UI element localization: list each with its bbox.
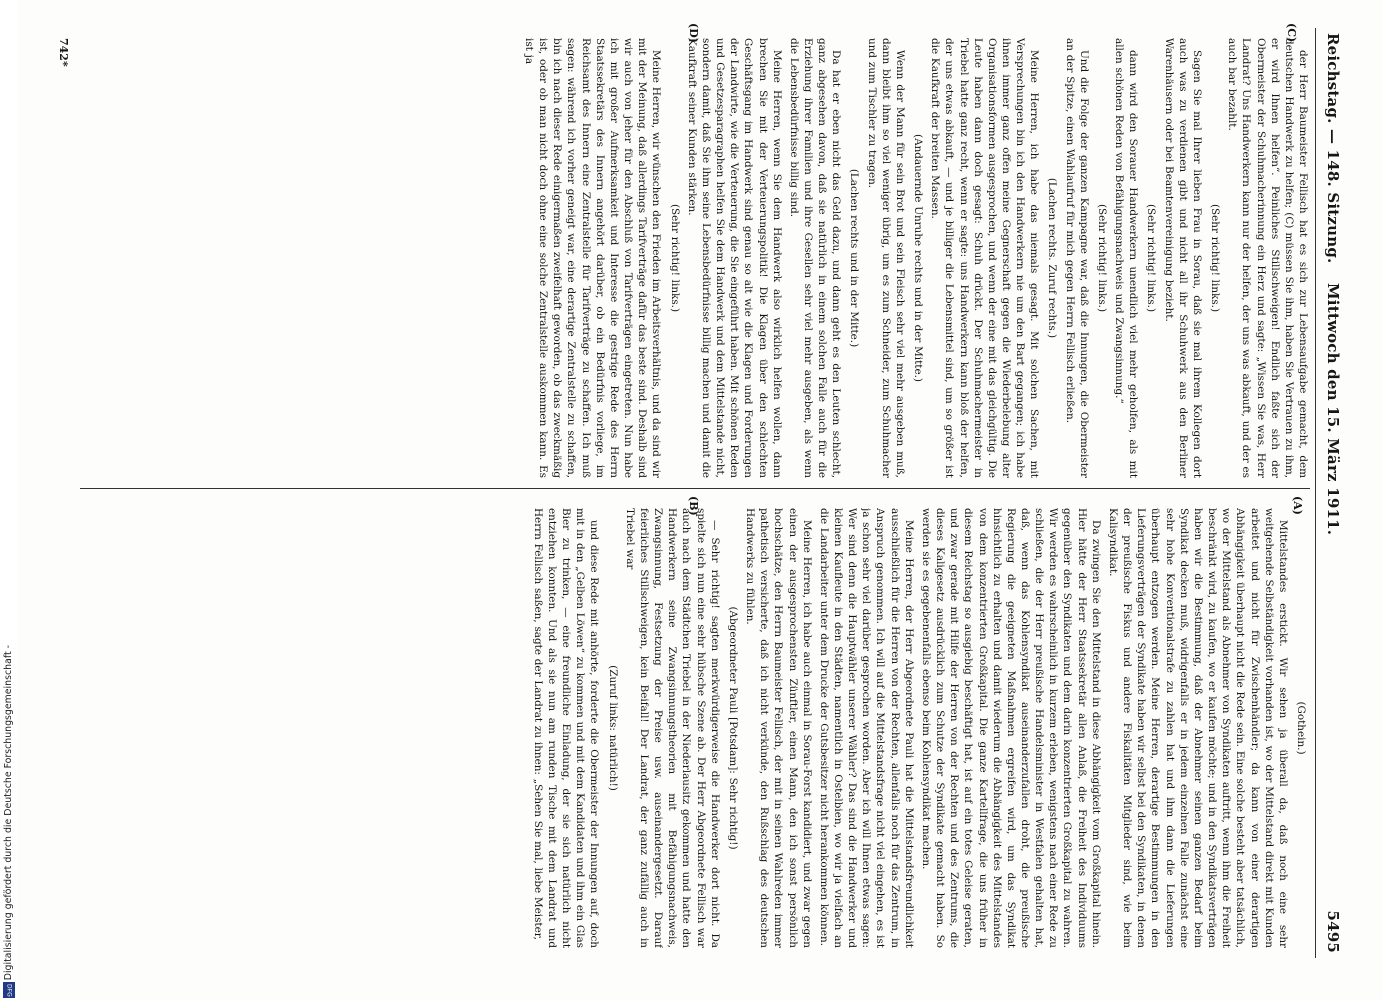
margin-letter-b: (B) [687,496,700,516]
paragraph: dann wird den Sorauer Handwerkern unendlich viel mehr geholfen, als mit allen schönen Reden von Befähigungsnachweis und Zwangsinnung.“ [1113,38,1140,478]
paragraph: Sagen Sie mal Ihrer lieben Frau in Sorau, daß sie mal ihrem Kollegen dort auch was zu verdienen gibt und nicht all ihr Schuhwerk aus den Berliner Warenhäusern oder bei Beamtenvereinigung bezieht. [1162,38,1203,478]
running-header-left: Reichstag. — 148. Sitzung. [1324,33,1342,264]
paragraph: Da hat er eben nicht das Geld dazu, und dann geht es den Leuten schlecht, ganz abgesehen davon, daß sie natürlich in einem solchen Falle auch für die Erziehung ihrer Familien und ihre Gesellen sehr viel mehr ausgeben, als wenn die Lebensbedürfnisse billig sind. [787,38,843,478]
footer-number: 742* [57,38,70,67]
column-rule [80,488,1310,489]
funding-note: Digitalisierung gefördert durch die Deutsche Forschungsgemeinschaft - [3,644,14,980]
paragraph: Wenn der Mann für sein Brot und sein Fleisch sehr viel mehr ausgeben muß, dann bleibt ihm so viel weniger übrig, um es zum Schneider, zum Schuhmacher und zum Tischler zu tragen. [865,38,906,478]
interjection: (Sehr richtig! links.) [668,203,681,313]
interjection: (Lachen rechts. Zuruf rechts.) [1046,177,1059,339]
paragraph: Meine Herren, der Herr Abgeordnete Pauli hat die Mittelstandsfreundlichkeit ausschließlich für die Herren von der Rechten, allenfalls noch für das Zentrum, in Anspruch genommen. Ich will auf die Mittelstandsfrage nicht viel eingehen, es ist ja schon sehr viel darüber gesprochen worden. Aber ich will Ihnen etwas sagen: Wer sind denn die Hauptwähler unserer Wähler? Das sind die Handwerker und kleinen Kaufleute in den Städten, namentlich in Ostelbien, wo wir ja vielfach an die Landarbeiter unter dem Drucke der Gutsbesitzer nicht herankommen können. [817,508,915,948]
paragraph: Und die Folge der ganzen Kampagne war, daß die Innungen, die Obermeister an der Spitze, einen Wahlaufruf für mich gegen Herrn Fellisch erließen. [1063,38,1090,478]
rotated-sheet [50,8,1350,978]
interjection: (Sehr richtig! links.) [1095,203,1108,313]
margin-letter-c: (C) [1285,23,1298,43]
paragraph: der Herr Baumeister Fellisch hat es sich zur Lebensaufgabe gemacht, dem deutschen Handwerk zu helfen; (C) müssen Sie ihm, haben Sie Vertrauen zu ihm, er wird Ihnen helfen“. Peinliches Stillschweigen! Endlich faßte sich der Obermeister der Schuhmacherinnung ein Herz und sagte: „Wissen Sie was, Herr Landrat? Uns Handwerkern kann nur der helfen, der uns was abkauft, und der es auch bar bezahlt. [1226,38,1309,478]
interjection: (Zuruf links: natürlich!) [606,665,619,791]
paragraph: Meine Herren, ich habe auch einmal in Sorau-Forst kandidiert, und zwar gegen einen der ausgesprochensten Zünftler, einen Mann, den ich sonst persönlich hochschätze, den Herrn Baumeister Fellisch, der mit in seinen Wahlreden immer pathetisch versicherte, daß ich nicht verkünde, den Rußschlag des deutschen Handwerks zu fühlen. [744,508,813,948]
paragraph: Mittelstandes erstickt. Wir sehen ja überall da, daß noch eine sehr weitgehende Selbständigkeit vorhanden ist, wo der Mittelstand direkt mit Kunden arbeitet und nicht für Zwischenhändler; da kann von einer derartigen Abhängigkeit überhaupt nicht die Rede sein. Eine solche besteht aber tatsächlich, wo der Mittelstand als Abnehmer von Syndikaten auftritt, wenn ihm die Freiheit beschränkt wird, zu kaufen, wo er kaufen möchte; und in den Syndikatsverträgen haben wir die Bestimmung, daß der Abnehmer seinen ganzen Bedarf beim Syndikat decken muß, widrigenfalls er in jedem einzelnen Falle zunächst eine sehr hohe Konventionalstrafe zu zahlen hat und ihm dann die Lieferungen überhaupt entzogen werden. Meine Herren, derartige Bestimmungen in den Lieferungsverträgen der Syndikate haben wir selbst bei den Syndikaten, in denen der preußische Fiskus und andere Fiskalitäten Mitglieder sind, wie beim Kalisyndikat. [1106,508,1289,948]
dfg-logo: DFG [3,982,15,998]
paragraph: und diese Rede mit anhörte, forderte die Obermeister der Innungen auf, doch mit in den „Gelben Löwen“ zu kommen und mit dem Kandidaten und ihm ein Glas Bier zu trinken, — eine freundliche Einladung, der sie sich natürlich nicht entziehen konnten. Und als sie nun am runden Tische mit dem Landrat und Herrn Fellisch saßen, sagte der Landrat zu ihnen: „Sehen Sie mal, liebe Meister, [531,508,601,948]
interjection: (Sehr richtig! links.) [1209,203,1222,313]
interjection: (Sehr richtig! links.) [1145,203,1158,313]
interjection: (Gothein.) [1295,701,1307,755]
interjection: (Abgeordneter Pauli [Potsdam]: Sehr richtig!) [726,606,739,850]
page-number: 5495 [1324,910,1342,953]
running-header-right: Mittwoch den 15. März 1911. [1324,283,1342,536]
interjection: (Andauernde Unruhe rechts und in der Mitte.) [912,134,925,382]
sidebar [0,0,18,1000]
text-column-left [80,508,1310,948]
header-rule [1315,28,1316,958]
paragraph: Da zwingen Sie den Mittelstand in diese Abhängigkeit vom Großkapital hinein. Hier hätte der Herr Staatssekretär allen Anlaß, die Freiheit des Individuums gegenüber den Syndikaten und dem darin konzentrierten Großkapital zu wahren. Wir werden es wahrscheinlich in kurzem erleben, wenigstens nach einer Rede zu schließen, die der Herr preußische Handelsminister in Westfalen gehalten hat, daß, wenn das Kohlensyndikat auseinanderzufallen droht, die preußische Regierung die geeigneten Maßnahmen ergreifen wird, um das Syndikat hinsichtlich zu erhalten und damit wiederum die Abhängigkeit des Mittelstandes von dem konzentrierten Großkapital. Die ganze Kartellfrage, die uns früher in diesem Reichstag so ausgiebig beschäftigt hat, ist auf ein totes Geleise geraten, und zwar gerade mit Hilfe der Herren von der Rechten und des Zentrums, die dieses Kaligesetz ausdrücklich zum Schutze der Syndikate gemacht haben. So werden sie es gegebenenfalls ebenso beim Kohlensyndikat machen. [919,508,1102,948]
margin-letter-a: (A) [1291,496,1304,515]
text-column-right [80,38,1310,478]
paragraph: Meine Herren, wenn Sie dem Handwerk also wirklich helfen wollen, dann brechen Sie mit der Verteuerungspolitik! Die Klagen über den schlechten Geschäftsgang im Handwerk sind genau so alt wie die Klagen und Forderungen der Landwirte, wie die Verteuerung, die Sie eingeführt haben. Mit schönen Reden und Gesetzesparagraphen helfen Sie dem Handwerk und dem Mittelstande nicht, sondern damit, daß Sie ihm seine Lebensbedürfnisse billig machen und damit die Kaufkraft seiner Kunden stärken. [685,38,783,478]
paragraph: Meine Herren, ich habe das niemals gesagt. Mit solchen Sachen, mit Versprechungen bin ich den Handwerkern nie um den Bart gegangen; ich habe ihnen immer ganz offen meine Gegnerschaft gegen die Wiederbelebung alter Organisationsformen ausgesprochen, und wenn der eine mit das gleichgültig. Die Leute haben dann doch gesagt: Schuh drückt. Der Schuhmachermeister in Triebel hatte ganz recht, wenn er sagte: uns Handwerkern kann bloß der helfen, der uns etwas abkauft, — und je billiger die Lebensmittel sind, um so größer ist die Kaufkraft der breiten Massen. [929,38,1041,478]
running-header [1316,33,1342,953]
paragraph: Meine Herren, wir wünschen den Frieden im Arbeitsverhältnis, und da sind wir mit der Meinung, daß allerdings Tarifverträge dafür das beste sind. Deshalb sind wir auch von jeher für den Abschluß von Tarifverträgen eingetreten. Nun habe ich mit großer Aufmerksamkeit und Interesse die gestrige Rede des Herrn Staatssekretärs des Innern angehört darüber, ob ein Bedürfnis vorliege, im Reichsamt des Innern eine Zentralstelle für Tarifverträge zu schaffen. Ich muß sagen: während ich vorher geneigt war, eine derartige Zentralstelle zu schaffen, bin ich nach dieser Rede einigermaßen zweifelhaft geworden, ob das zweckmäßig ist, oder ob man nicht doch ohne eine solche Zentralstelle auskommen kann. Es ist ja [523,38,663,478]
interjection: (Lachen rechts und in der Mitte.) [848,168,861,348]
margin-letter-d: (D) [687,23,700,43]
paragraph: — Sehr richtig! sagten merkwürdigerweise die Handwerker dort nicht. Da spielte sich nun eine sehr hübsche Szene ab. Der Herr Abgeordnete Fellisch war auch nach dem Städtchen Triebel in der Niederlausitz gekommen und hatte den Handwerkern seine Zwangsinnungstheorien mit Befähigungsnachweis, Zwangsinnung, Festsetzung der Preise usw. auseinandergesetzt. Darauf feierliches Stillschweigen, kein Beifall! Der Landrat, der ganz zufällig auch in Triebel war [623,508,721,948]
